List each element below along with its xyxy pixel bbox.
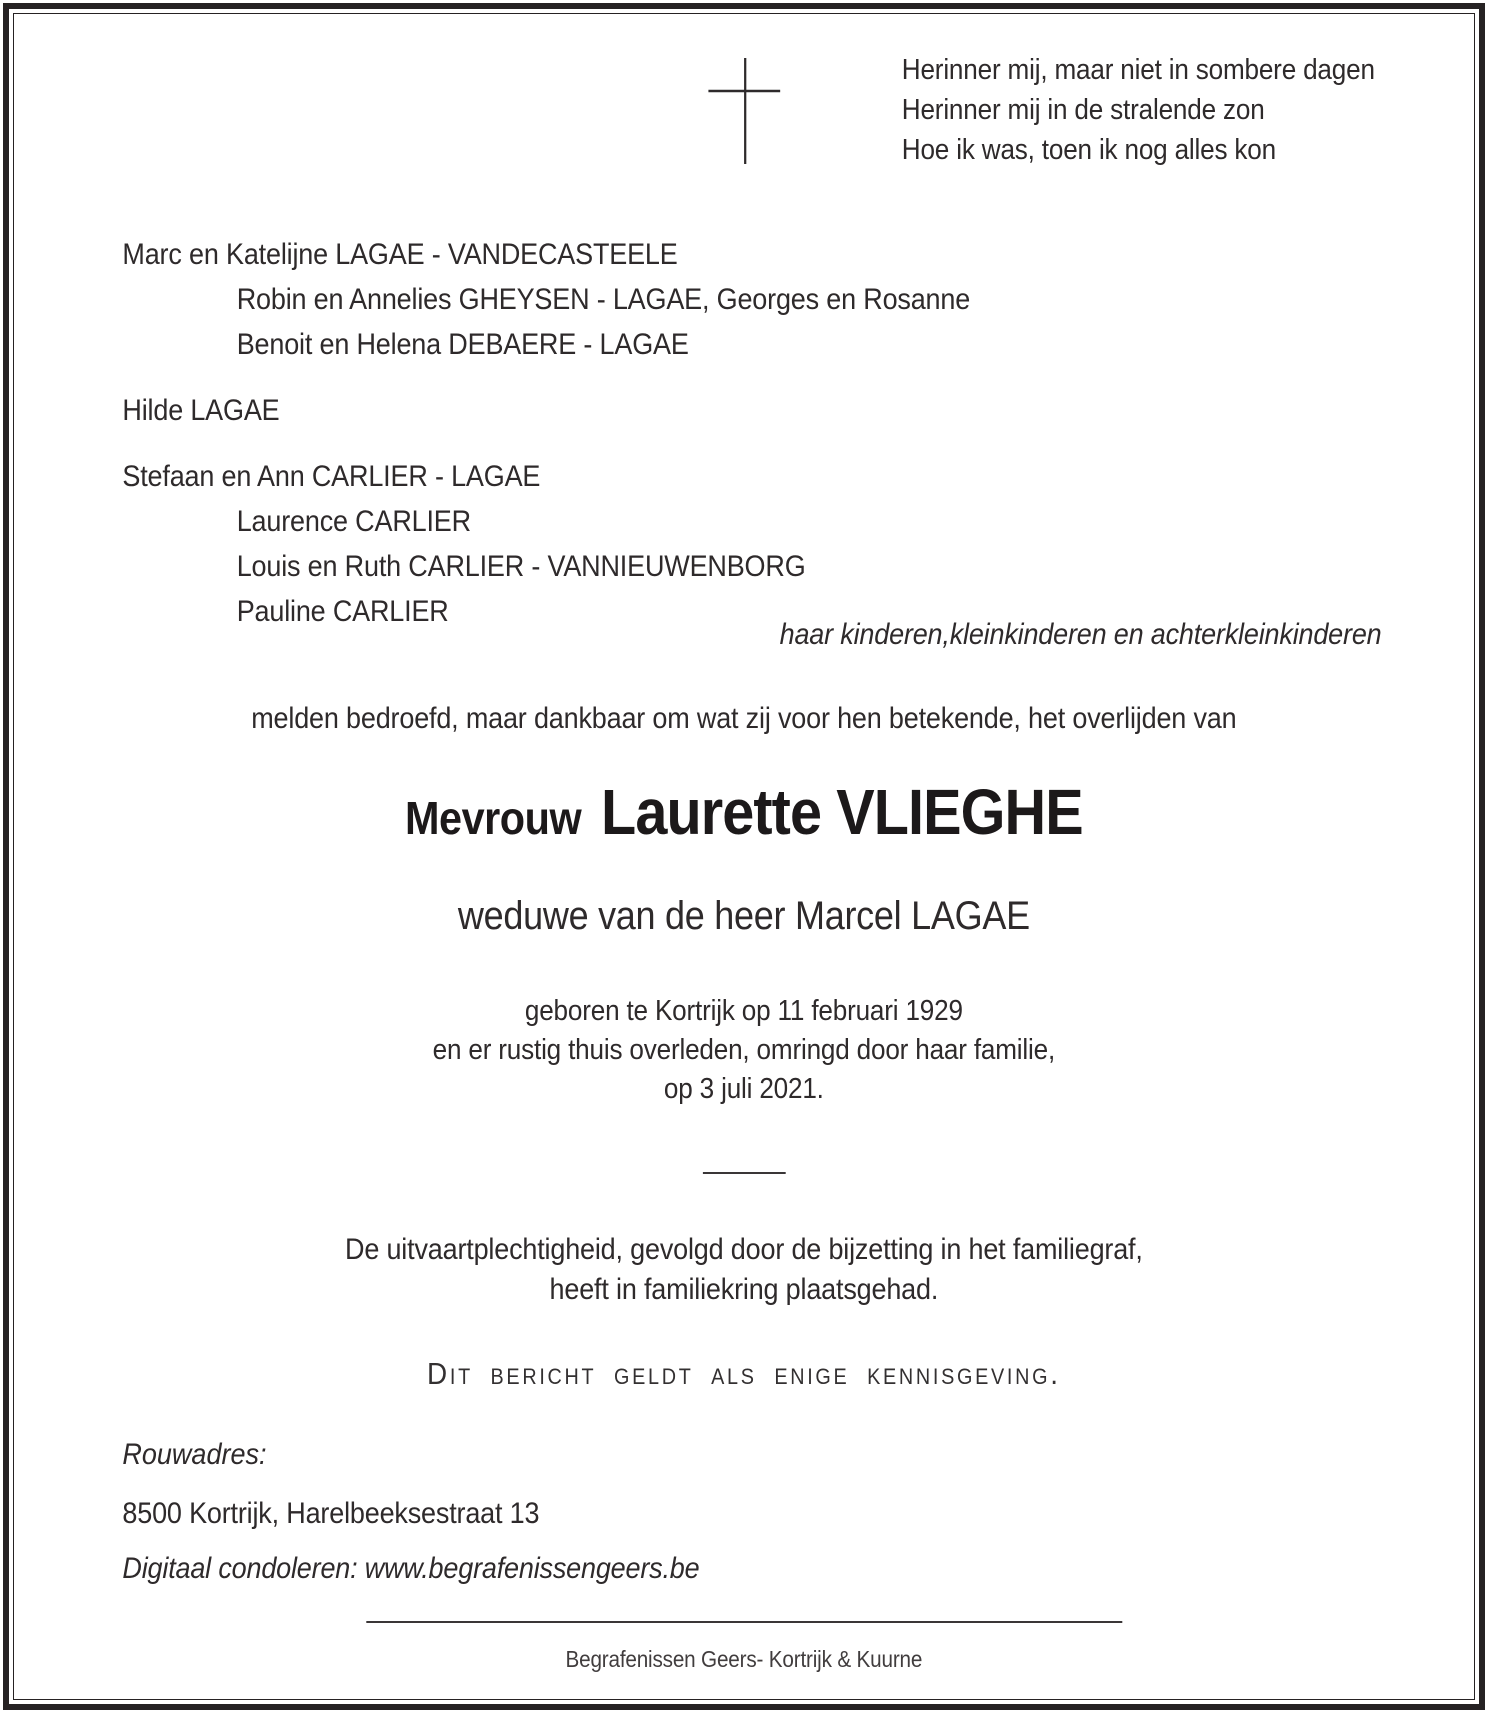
funeral-home-name: Begrafenissen Geers- Kortrijk & Kuurne (565, 1646, 923, 1672)
deceased-name: Laurette VLIEGHE (601, 776, 1083, 848)
family-line: Pauline CARLIER (236, 595, 449, 628)
deceased-title-prefix: Mevrouw (404, 792, 582, 844)
announcement-intro: melden bedroefd, maar dankbaar om wat zij voor hen betekende, het overlijden van (251, 702, 1237, 735)
digital-condolence-line: Digitaal condoleren: www.begrafenissengeers.be (122, 1552, 700, 1585)
birth-line: geboren te Kortrijk op 11 februari 1929 (524, 995, 963, 1027)
service-line: heeft in familiekring plaatsgehad. (549, 1273, 939, 1306)
family-line: Stefaan en Ann CARLIER - LAGAE (122, 460, 541, 493)
poem-line: Herinner mij in de stralende zon (901, 94, 1265, 126)
mourning-address-label: Rouwadres: (122, 1438, 267, 1471)
footer-divider (0, 1621, 1488, 1623)
family-line: Laurence CARLIER (236, 505, 471, 538)
memorial-poem (902, 50, 1375, 170)
family-line: Hilde LAGAE (122, 394, 280, 427)
death-line: en er rustig thuis overleden, omringd door haar familie, (432, 1034, 1056, 1066)
widow-line: weduwe van de heer Marcel LAGAE (457, 894, 1030, 938)
family-list (122, 232, 970, 634)
cross-icon (708, 54, 780, 166)
family-line: Benoit en Helena DEBAERE - LAGAE (236, 328, 689, 361)
death-date-line: op 3 juli 2021. (663, 1073, 824, 1105)
service-info (0, 1230, 1488, 1310)
family-line: Marc en Katelijne LAGAE - VANDECASTEELE (122, 238, 678, 271)
family-group-gap (122, 433, 970, 454)
family-line: Louis en Ruth CARLIER - VANNIEUWENBORG (236, 550, 806, 583)
family-line: Robin en Annelies GHEYSEN - LAGAE, Georges en Rosanne (236, 283, 971, 316)
deceased-title (0, 778, 1488, 864)
poem-line: Hoe ik was, toen ik nog alles kon (901, 134, 1276, 166)
service-line: De uitvaartplechtigheid, gevolgd door de bijzetting in het familiegraf, (344, 1233, 1143, 1266)
family-group-gap (122, 367, 970, 388)
life-dates (0, 992, 1488, 1109)
poem-line: Herinner mij, maar niet in sombere dagen (901, 54, 1375, 86)
short-divider (0, 1172, 1488, 1174)
relation-note: haar kinderen,kleinkinderen en achterkleinkinderen (779, 618, 1382, 651)
mourning-address: 8500 Kortrijk, Harelbeeksestraat 13 (122, 1497, 540, 1530)
sole-notice-line: Dit bericht geldt als enige kennisgeving. (427, 1356, 1061, 1391)
